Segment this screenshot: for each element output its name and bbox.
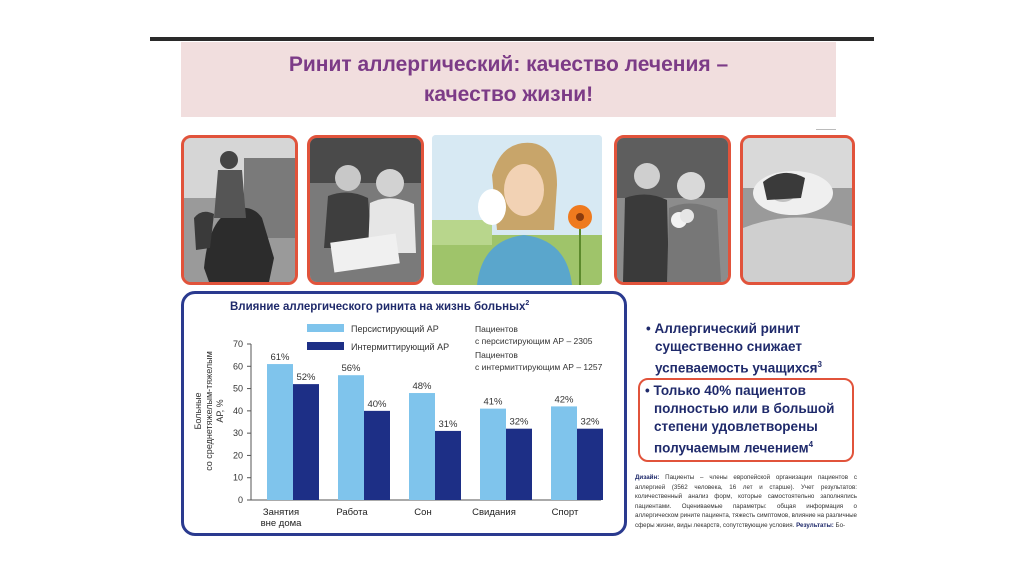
legend-swatch-intermittent bbox=[307, 342, 344, 350]
bullet-2-line-4 bbox=[645, 436, 834, 458]
bullet-2-line-3: степени удовлетворены bbox=[654, 419, 818, 434]
legend-swatch-persistent bbox=[307, 324, 344, 332]
category-label-1b: вне дома bbox=[260, 518, 302, 529]
bullet-1 bbox=[646, 320, 822, 378]
bullet-2-line-1: • Только 40% пациентов bbox=[645, 383, 806, 398]
photo-students-reading bbox=[307, 135, 424, 285]
design-note-results-label: Результаты: bbox=[796, 521, 834, 529]
bar-value-label: 48% bbox=[412, 381, 432, 393]
bar-persistent bbox=[551, 406, 577, 500]
title-underline bbox=[816, 129, 836, 130]
legend-label-persistent: Персистирующий АР bbox=[351, 324, 439, 334]
bar-persistent bbox=[338, 375, 364, 500]
category-label-5: Спорт bbox=[551, 507, 579, 518]
y-tick-label: 40 bbox=[232, 405, 243, 416]
bar-value-label: 40% bbox=[367, 398, 387, 410]
bullet-2-sup: 4 bbox=[808, 440, 814, 449]
note-persistent-2: с персистирующим АР – 2305 bbox=[475, 336, 593, 346]
bar-intermittent bbox=[364, 411, 390, 500]
category-label-4: Свидания bbox=[472, 507, 516, 518]
bullet-1-line-3 bbox=[646, 356, 822, 378]
bullet-2-line-2: полностью или в большой bbox=[654, 401, 835, 416]
bar-intermittent bbox=[435, 431, 461, 500]
bullet-1-line-1: • Аллергический ринит bbox=[646, 321, 801, 336]
chart-title-text: Влияние аллергического ринита на жизнь больных bbox=[230, 300, 526, 313]
bullet-2 bbox=[645, 382, 834, 458]
ylabel-line-2: со среднетяжелым-тяжелым bbox=[204, 351, 214, 471]
design-note-label: Дизайн: bbox=[635, 474, 660, 481]
bar-intermittent bbox=[506, 429, 532, 500]
bullet-1-line-3-text: успеваемость учащихся bbox=[655, 360, 818, 376]
category-label-2: Работа bbox=[336, 507, 368, 518]
top-bar bbox=[150, 37, 874, 41]
title-line-2: качество жизни! bbox=[423, 83, 594, 106]
bar-value-label: 41% bbox=[483, 396, 503, 408]
bar-intermittent bbox=[577, 429, 603, 500]
design-note bbox=[635, 473, 857, 531]
category-label-1a: Занятия bbox=[262, 507, 300, 518]
bar-value-label: 61% bbox=[270, 352, 290, 364]
note-intermittent-2: с интермиттирующим АР – 1257 bbox=[475, 362, 603, 372]
design-note-results-text: Бо- bbox=[835, 521, 846, 529]
bar-value-label: 56% bbox=[341, 363, 361, 375]
bullet-1-sup: 3 bbox=[817, 360, 822, 369]
bar-persistent bbox=[409, 393, 435, 500]
ylabel-line-1: Больные bbox=[193, 392, 203, 430]
y-axis-title bbox=[193, 351, 225, 471]
bar-value-label: 52% bbox=[296, 372, 316, 384]
bar-intermittent bbox=[293, 384, 319, 500]
legend-label-intermittent: Интермиттирующий АР bbox=[351, 342, 450, 352]
photo-horse-rider bbox=[181, 135, 298, 285]
bar-persistent bbox=[480, 409, 506, 500]
bars-group bbox=[267, 352, 603, 500]
bar-value-label: 42% bbox=[554, 394, 574, 406]
y-tick-label: 10 bbox=[232, 472, 243, 483]
category-label-3: Сон bbox=[414, 507, 432, 518]
note-intermittent-1: Пациентов bbox=[475, 350, 518, 360]
bar-persistent bbox=[267, 364, 293, 500]
bar-chart bbox=[181, 291, 627, 536]
title-line-1: Ринит аллергический: качество лечения – bbox=[288, 53, 729, 76]
y-tick-label: 50 bbox=[232, 383, 243, 394]
note-persistent-1: Пациентов bbox=[475, 324, 518, 334]
bar-value-label: 31% bbox=[438, 418, 458, 430]
bullet-1-line-2: существенно снижает bbox=[655, 339, 802, 354]
title-box bbox=[181, 42, 836, 117]
bullet-2-line-4-text: получаемым лечением bbox=[654, 440, 809, 456]
bar-value-label: 32% bbox=[580, 416, 600, 428]
y-tick-label: 60 bbox=[232, 361, 243, 372]
y-tick-label: 30 bbox=[232, 428, 243, 439]
y-tick-label: 20 bbox=[232, 450, 243, 461]
photo-sleeping-woman bbox=[740, 135, 855, 285]
photo-sneezing-woman bbox=[432, 135, 602, 285]
bar-value-label: 32% bbox=[509, 416, 529, 428]
photo-couple-flowers bbox=[614, 135, 731, 285]
design-note-text: Пациенты – члены европейской организации пациентов с аллергией (3562 человека, 16 лет и старше). Учет результатов: количественный анализ форм, которые самостоятельно заполнялись пациентами. Оцениваемые параметры: общая информация о аллергическом рините пациента, тяжесть симптомов, влияние на различные сферы жизни, виды лекарств, сопутствующие условия. bbox=[635, 474, 857, 529]
y-tick-label: 0 bbox=[237, 495, 243, 505]
y-tick-label: 70 bbox=[232, 339, 243, 349]
chart-title-sup: 2 bbox=[525, 300, 530, 307]
ylabel-line-3: АР, % bbox=[215, 399, 225, 423]
